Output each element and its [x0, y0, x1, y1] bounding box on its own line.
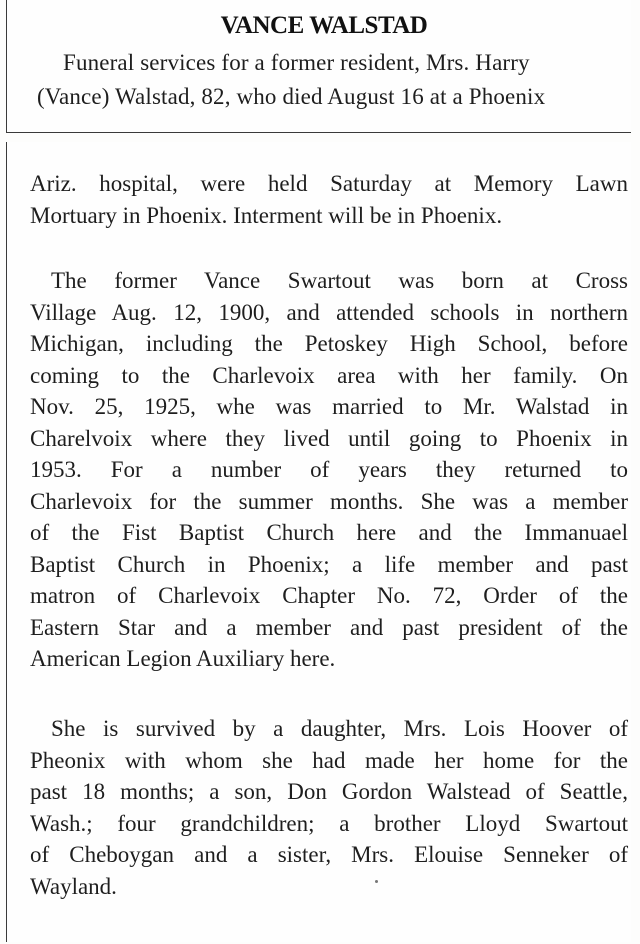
paragraph-2	[30, 265, 628, 675]
text-line: She is survived by a daughter, Mrs. Lois Hoover of	[51, 716, 628, 741]
text-line: Mortuary in Phoenix. Interment will be in Phoenix.	[30, 202, 503, 228]
text-line: Ariz. hospital, were held Saturday at Memory Lawn	[30, 171, 628, 196]
text-line: American Legion Auxiliary here.	[30, 646, 336, 671]
paragraph-3	[30, 713, 628, 902]
top-line-1: Funeral services for a former resident, Mrs. Harry	[63, 50, 530, 75]
top-clipping	[6, 0, 631, 133]
text-line: Charlevoix for the summer months. She was a member	[30, 488, 628, 514]
text-line: Michigan, including the Petoskey High School, before	[30, 331, 628, 356]
text-line: Charelvoix where they lived until going to Phoenix in	[30, 425, 628, 451]
text-line: of the Fist Baptist Church here and the Immanuael	[30, 520, 628, 545]
text-line: Wash.; four grandchildren; a brother Lloyd Swartout	[30, 810, 628, 836]
text-line: 1953. For a number of years they returned to	[30, 457, 628, 482]
text-line: matron of Charlevoix Chapter No. 72, Order of the	[30, 583, 628, 608]
text-line: The former Vance Swartout was born at Cross	[51, 268, 628, 293]
text-line: Wayland.	[30, 873, 117, 899]
top-line-2: (Vance) Walstad, 82, who died August 16 at a Phoenix	[37, 84, 546, 109]
text-line: of Cheboygan and a sister, Mrs. Elouise Senneker of	[30, 842, 628, 867]
obituary-headline: VANCE WALSTAD	[220, 12, 428, 39]
scan-speck	[375, 880, 378, 883]
text-line: past 18 months; a son, Don Gordon Walstead of Seattle,	[30, 779, 628, 804]
text-line: Pheonix with whom she had made her home for the	[30, 747, 628, 773]
text-line: coming to the Charlevoix area with her family. On	[30, 362, 628, 388]
paragraph-1	[30, 168, 628, 231]
text-line: Village Aug. 12, 1900, and attended schools in northern	[30, 299, 628, 325]
text-line: Nov. 25, 1925, whe was married to Mr. Walstad in	[30, 394, 628, 419]
text-line: Eastern Star and a member and past president of the	[30, 614, 628, 640]
text-line: Baptist Church in Phoenix; a life member and past	[30, 551, 628, 577]
